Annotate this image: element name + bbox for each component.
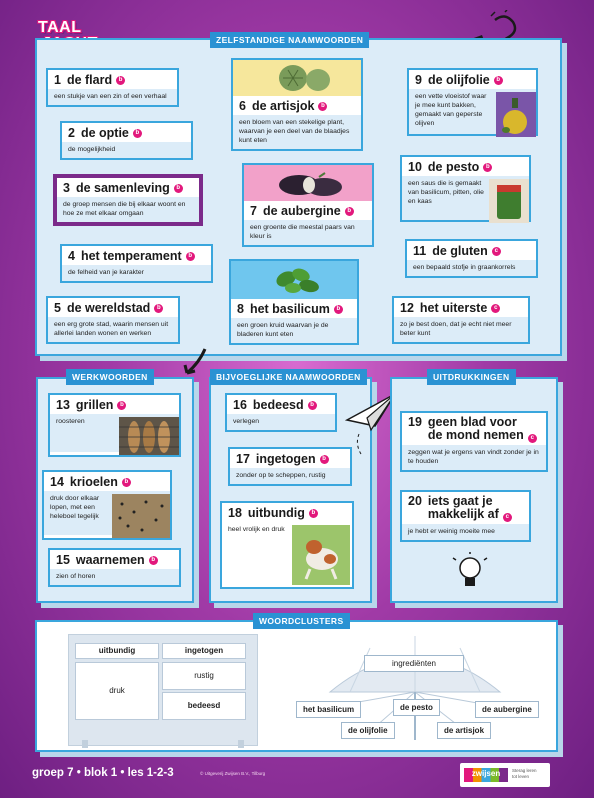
- lightbulb-doodle-icon: [450, 552, 490, 592]
- card-definition: je hebt er weinig moeite mee: [402, 524, 529, 540]
- level-badge: b: [320, 455, 329, 464]
- card-number: 14: [50, 475, 64, 489]
- card-word: grillen: [75, 398, 114, 412]
- board-leg-right: [238, 740, 244, 748]
- card-number: 4: [68, 249, 75, 263]
- cluster-cell-druk: druk: [75, 662, 159, 720]
- copyright-text: © Uitgeverij Zwijsen B.V., Tilburg: [200, 771, 266, 776]
- card-definition: zo je best doen, dat je echt niet meer beter kunt: [394, 317, 528, 342]
- cluster-item-artisjok: de artisjok: [437, 722, 491, 739]
- card-word: de samenleving: [75, 181, 170, 195]
- card-number: 17: [236, 452, 250, 466]
- cluster-header-ingetogen: ingetogen: [162, 643, 246, 659]
- word-card-17: [228, 447, 352, 486]
- card-number: 8: [237, 302, 244, 316]
- card-definition: zeggen wat je ergens van vindt zonder je in te houden: [402, 445, 546, 470]
- word-card-3: [53, 174, 203, 226]
- nouns-section-title: ZELFSTANDIGE NAAMWOORDEN: [210, 32, 369, 48]
- card-word-line-1: iets gaat je: [427, 494, 493, 508]
- word-card-6: [231, 58, 363, 151]
- card-number: 1: [54, 73, 61, 87]
- level-badge: b: [308, 401, 317, 410]
- card-word: de optie: [80, 126, 129, 140]
- grill-image: [119, 417, 179, 455]
- card-word-line-2: makkelijk af: [427, 507, 499, 521]
- card-definition: een bepaald stofje in graankorrels: [407, 260, 536, 276]
- dog-image: [292, 525, 350, 585]
- card-definition: roosteren: [50, 414, 179, 452]
- word-card-18: [220, 501, 354, 589]
- wordclusters-section-title: WOORDCLUSTERS: [253, 613, 350, 629]
- word-card-10: [400, 155, 531, 222]
- adjectives-section-title: BIJVOEGLIJKE NAAMWOORDEN: [210, 369, 367, 385]
- umbrella-diagram: [290, 632, 540, 742]
- pesto-image: [489, 179, 529, 223]
- card-number: 9: [415, 73, 422, 87]
- brand-tagline-1: Sterag leren: [512, 768, 537, 773]
- cluster-item-aubergine: de aubergine: [475, 701, 539, 718]
- card-number: 3: [63, 181, 70, 195]
- brand-name: zwijsen: [471, 769, 501, 778]
- level-badge: c: [528, 434, 537, 443]
- word-card-9: [407, 68, 538, 136]
- word-card-14: [42, 470, 172, 540]
- card-number: 6: [239, 99, 246, 113]
- level-badge: b: [116, 76, 125, 85]
- word-card-11: [405, 239, 538, 278]
- word-card-20: [400, 490, 531, 542]
- level-badge: b: [174, 184, 183, 193]
- card-word: ingetogen: [255, 452, 316, 466]
- card-definition: een groente die meestal paars van kleur is: [244, 220, 372, 245]
- level-badge: c: [491, 304, 500, 313]
- card-word: het basilicum: [249, 302, 330, 316]
- card-definition: een erg grote stad, waarin mensen uit allerlei landen wonen en werken: [48, 317, 178, 342]
- grilled-fish-icon: [119, 417, 179, 455]
- card-definition: een groen kruid waarvan je de bladeren kunt eten: [231, 318, 357, 343]
- level-badge: b: [494, 76, 503, 85]
- card-word: de gluten: [432, 244, 488, 258]
- word-card-15: [48, 548, 181, 587]
- card-number: 19: [408, 415, 422, 429]
- card-definition: de felheid van je karakter: [62, 265, 211, 281]
- card-word-line-1: geen blad voor: [427, 415, 517, 429]
- running-dog-icon: [292, 525, 350, 585]
- word-card-2: [60, 121, 193, 160]
- card-word-line-2: de mond nemen: [427, 428, 524, 442]
- card-number: 15: [56, 553, 70, 567]
- artichoke-icon: [233, 60, 365, 96]
- olive-oil-image: [496, 92, 536, 137]
- level-badge: b: [334, 305, 343, 314]
- card-definition: een stukje van een zin of een verhaal: [48, 89, 177, 105]
- card-number: 13: [56, 398, 70, 412]
- card-word: uitbundig: [247, 506, 305, 520]
- olive-oil-bottle-icon: [496, 92, 536, 137]
- ants-icon: [112, 494, 170, 538]
- cluster-item-pesto: de pesto: [393, 699, 440, 716]
- cluster-cell-bedeesd: bedeesd: [162, 692, 246, 720]
- word-card-8: [229, 259, 359, 345]
- level-badge: c: [503, 513, 512, 522]
- board-leg-left: [82, 740, 88, 748]
- cluster-cell-rustig: rustig: [162, 662, 246, 690]
- basil-image: [231, 261, 357, 299]
- card-number: 18: [228, 506, 242, 520]
- level-badge: b: [309, 509, 318, 518]
- ants-image: [112, 494, 170, 538]
- card-definition: zien of horen: [50, 569, 179, 585]
- word-card-19: [400, 411, 548, 472]
- word-card-13: [48, 393, 181, 457]
- card-number: 20: [408, 494, 422, 508]
- aubergine-icon: [244, 165, 376, 201]
- word-card-5: [46, 296, 180, 344]
- card-definition: heel vrolijk en druk: [222, 522, 352, 538]
- level-badge: b: [483, 163, 492, 172]
- expressions-section-title: UITDRUKKINGEN: [427, 369, 516, 385]
- card-word: de flard: [66, 73, 113, 87]
- basil-icon: [231, 261, 361, 299]
- level-badge: b: [122, 478, 131, 487]
- level-badge: b: [133, 129, 142, 138]
- aubergine-image: [244, 165, 372, 201]
- card-word: de olijfolie: [427, 73, 490, 87]
- cluster-item-basilicum: het basilicum: [296, 701, 361, 718]
- card-number: 2: [68, 126, 75, 140]
- brand-tagline-2: tot leven: [512, 774, 530, 779]
- card-word: het uiterste: [419, 301, 488, 315]
- card-word: het temperament: [80, 249, 182, 263]
- card-definition: een saus die is gemaakt van basilicum, pitten, olie en kaas: [402, 176, 529, 220]
- card-word: krioelen: [69, 475, 118, 489]
- card-word: de wereldstad: [66, 301, 151, 315]
- level-badge: b: [186, 252, 195, 261]
- level-badge: b: [154, 304, 163, 313]
- card-word: waarnemen: [75, 553, 145, 567]
- card-definition: de mogelijkheid: [62, 142, 191, 158]
- card-number: 11: [413, 244, 427, 258]
- card-number: 16: [233, 398, 247, 412]
- word-card-7: [242, 163, 374, 247]
- card-definition: verlegen: [227, 414, 335, 430]
- level-badge: b: [345, 207, 354, 216]
- card-definition: zonder op te scheppen, rustig: [230, 468, 350, 484]
- level-badge: b: [117, 401, 126, 410]
- logo-text-line-1: TAAL: [38, 19, 82, 36]
- artichoke-image: [233, 60, 361, 96]
- card-word: de artisjok: [251, 99, 315, 113]
- level-badge: b: [149, 556, 158, 565]
- word-card-4: [60, 244, 213, 283]
- zwijsen-logo: [460, 763, 550, 787]
- card-word: de pesto: [427, 160, 480, 174]
- word-card-1: [46, 68, 179, 107]
- level-badge: b: [318, 102, 327, 111]
- card-definition: de groep mensen die bij elkaar woont en hoe ze met elkaar omgaan: [57, 197, 199, 222]
- word-card-12: [392, 296, 530, 344]
- cluster-item-olijfolie: de olijfolie: [341, 722, 395, 739]
- pesto-jar-icon: [489, 179, 529, 223]
- card-definition: druk door elkaar lopen, met een heleboel tegelijk: [44, 491, 170, 535]
- card-word: bedeesd: [252, 398, 304, 412]
- card-number: 5: [54, 301, 61, 315]
- level-badge: c: [492, 247, 501, 256]
- card-definition: een bloem van een stekelige plant, waarvan je een deel van de blaadjes kunt eten: [233, 115, 361, 149]
- card-definition: een vette vloeistof waar je mee kunt bakken, gemaakt van geperste olijven: [409, 89, 536, 134]
- card-word: de aubergine: [262, 204, 341, 218]
- card-number: 10: [408, 160, 422, 174]
- word-card-16: [225, 393, 337, 432]
- card-number: 7: [250, 204, 257, 218]
- cluster-header-uitbundig: uitbundig: [75, 643, 159, 659]
- verbs-section-title: WERKWOORDEN: [66, 369, 154, 385]
- cluster-ingredienten: ingrediënten: [364, 655, 464, 672]
- lesson-info: groep 7 • blok 1 • les 1-2-3: [32, 767, 174, 779]
- card-number: 12: [400, 301, 414, 315]
